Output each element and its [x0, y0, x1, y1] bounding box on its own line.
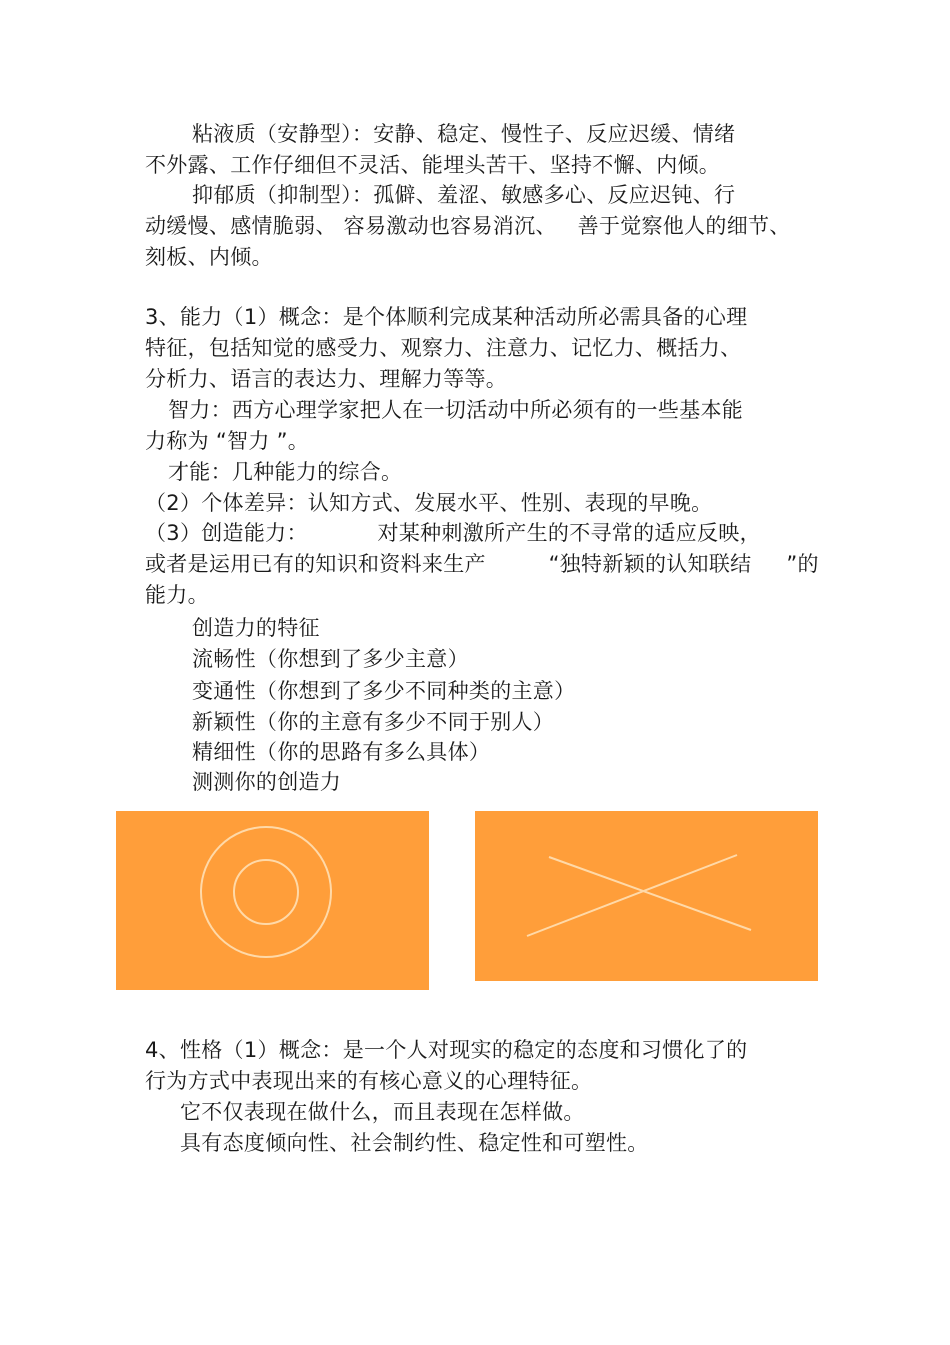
creativity-feature-item: 新颖性（你的主意有多少不同于别人） [192, 710, 555, 734]
inner-circle [234, 860, 298, 924]
crossed-lines-figure [475, 811, 818, 981]
crossed-lines-icon [475, 811, 818, 981]
creativity-feature-item: 变通性（你想到了多少不同种类的主意） [192, 679, 576, 703]
outer-circle [201, 827, 331, 957]
creativity-test-line: 测测你的创造力 [192, 770, 342, 794]
ability-concept-line-1: 3、能力（1）概念：是个体顺利完成某种活动所必需具备的心理 [145, 305, 748, 329]
concentric-circles-icon [116, 811, 429, 990]
concentric-circles-figure [116, 811, 429, 990]
character-concept-line-1: 4、性格（1）概念：是一个人对现实的稳定的态度和习惯化了的 [145, 1038, 748, 1062]
character-concept-line-2: 行为方式中表现出来的有核心意义的心理特征。 [145, 1069, 593, 1093]
creativity-feature-item: 流畅性（你想到了多少主意） [192, 647, 469, 671]
ability-concept-line-3: 分析力、语言的表达力、理解力等等。 [145, 367, 508, 391]
phlegmatic-text-line-1: 粘液质（安静型）：安静、稳定、慢性子、反应迟缓、情绪 [192, 122, 736, 146]
talent-line: 才能：几种能力的综合。 [168, 460, 403, 484]
phlegmatic-text-line-2: 不外露、工作仔细但不灵活、能埋头苦干、坚持不懈、内倾。 [145, 153, 721, 177]
creativity-feature-item: 精细性（你的思路有多么具体） [192, 740, 491, 764]
diagonal-line-down [549, 857, 751, 930]
intelligence-line-1: 智力：西方心理学家把人在一切活动中所必须有的一些基本能 [168, 398, 744, 422]
character-note-2: 具有态度倾向性、社会制约性、稳定性和可塑性。 [180, 1131, 649, 1155]
ability-concept-line-2: 特征，包括知觉的感受力、观察力、注意力、记忆力、概括力、 [145, 336, 742, 360]
melancholic-text-line-1: 抑郁质（抑制型）：孤僻、羞涩、敏感多心、反应迟钝、行 [192, 183, 736, 207]
melancholic-text-line-2: 动缓慢、感情脆弱、 容易激动也容易消沉、 善于觉察他人的细节、 [145, 214, 791, 238]
creativity-line-1: （3）创造能力： 对某种刺激所产生的不寻常的适应反映， [145, 521, 761, 545]
creativity-line-2: 或者是运用已有的知识和资料来生产 “独特新颖的认知联结 ”的 [145, 552, 819, 576]
creativity-line-3: 能力。 [145, 583, 209, 607]
diagonal-line-up [527, 855, 737, 936]
creativity-features-title: 创造力的特征 [192, 616, 320, 640]
character-note-1: 它不仅表现在做什么，而且表现在怎样做。 [180, 1100, 585, 1124]
melancholic-text-line-3: 刻板、内倾。 [145, 245, 273, 269]
individual-difference-line: （2）个体差异：认知方式、发展水平、性别、表现的早晚。 [145, 491, 713, 515]
intelligence-line-2: 力称为 “智力 ”。 [145, 429, 310, 453]
